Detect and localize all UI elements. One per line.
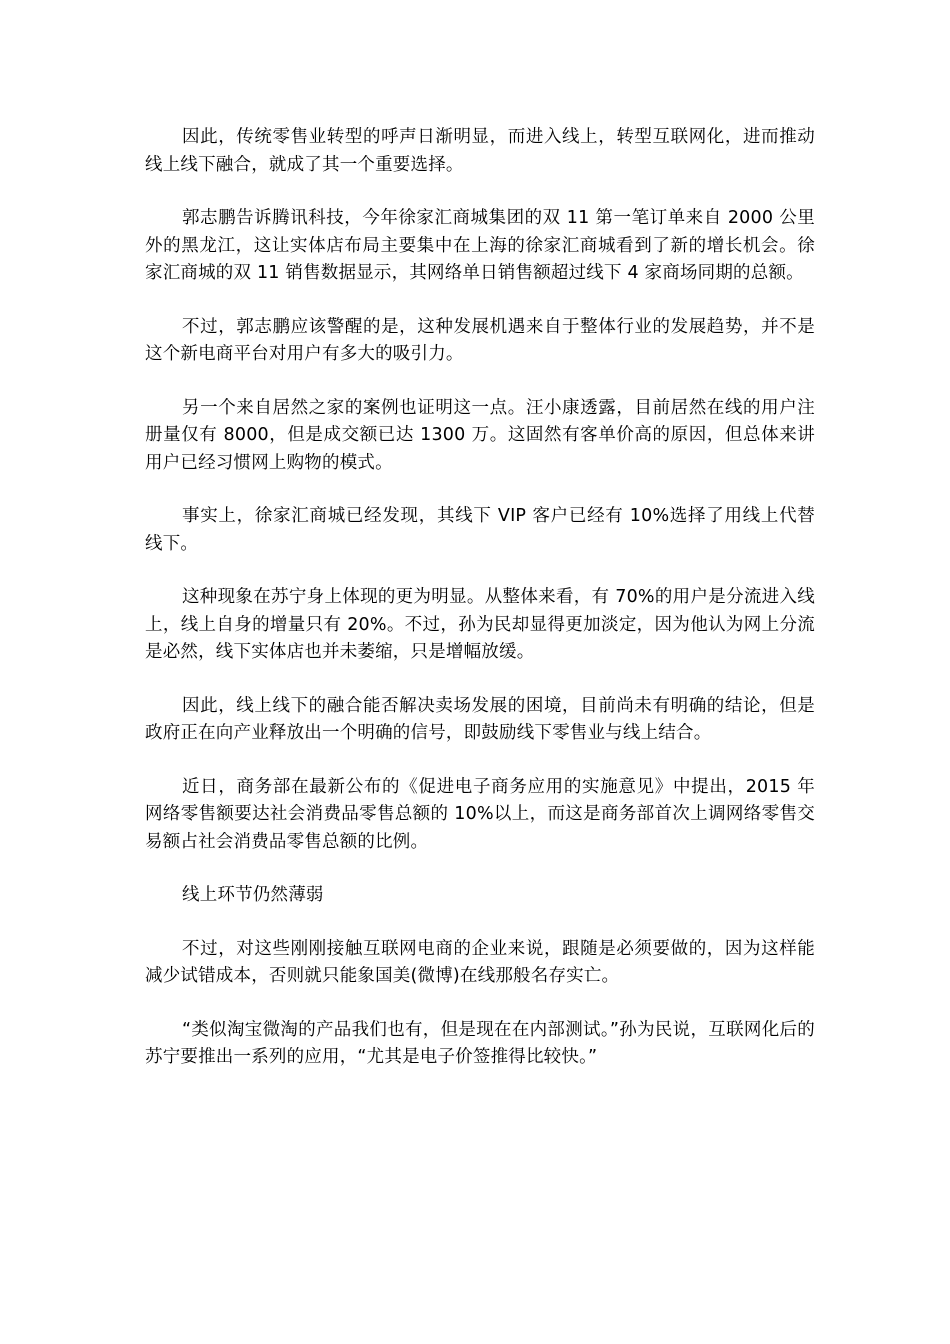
article-body [145,124,815,1098]
paragraph-5: 事实上，徐家汇商城已经发现，其线下 VIP 客户已经有 10%选择了用线上代替线下。 [145,506,815,554]
paragraph-1: 因此，传统零售业转型的呼声日渐明显，而进入线上，转型互联网化，进而推动线上线下融合，就成了其一个重要选择。 [145,127,815,175]
paragraph-3: 不过，郭志鹏应该警醒的是，这种发展机遇来自于整体行业的发展趋势，并不是这个新电商平台对用户有多大的吸引力。 [145,316,815,364]
paragraph-8: 近日，商务部在最新公布的《促进电子商务应用的实施意见》中提出，2015 年网络零售额要达社会消费品零售总额的 10%以上，而这是商务部首次上调网络零售交易额占社会消费品零售总额的比例。 [145,776,815,852]
paragraph-10: “类似淘宝微淘的产品我们也有，但是现在在内部测试。”孙为民说，互联网化后的苏宁要推出一系列的应用，“尤其是电子价签推得比较快。” [145,1019,815,1067]
paragraph-2: 郭志鹏告诉腾讯科技，今年徐家汇商城集团的双 11 第一笔订单来自 2000 公里外的黑龙江，这让实体店布局主要集中在上海的徐家汇商城看到了新的增长机会。徐家汇商城的双 11 销售数据显示，其网络单日销售额超过线下 4 家商场同期的总额。 [145,208,815,283]
paragraph-7: 因此，线上线下的融合能否解决卖场发展的困境，目前尚未有明确的结论，但是政府正在向产业释放出一个明确的信号，即鼓励线下零售业与线上结合。 [145,695,815,743]
paragraph-4: 另一个来自居然之家的案例也证明这一点。汪小康透露，目前居然在线的用户注册量仅有 8000，但是成交额已达 1300 万。这固然有客单价高的原因，但总体来讲用户已经习惯网上购物的模式。 [145,397,815,473]
paragraph-6: 这种现象在苏宁身上体现的更为明显。从整体来看，有 70%的用户是分流进入线上，线上自身的增量只有 20%。不过，孙为民却显得更加淡定，因为他认为网上分流是必然，线下实体店也并未萎缩，只是增幅放缓。 [145,587,815,662]
section-heading: 线上环节仍然薄弱 [182,885,324,905]
paragraph-9: 不过，对这些刚刚接触互联网电商的企业来说，跟随是必须要做的，因为这样能减少试错成本，否则就只能象国美(微博)在线那般名存实亡。 [145,938,815,986]
